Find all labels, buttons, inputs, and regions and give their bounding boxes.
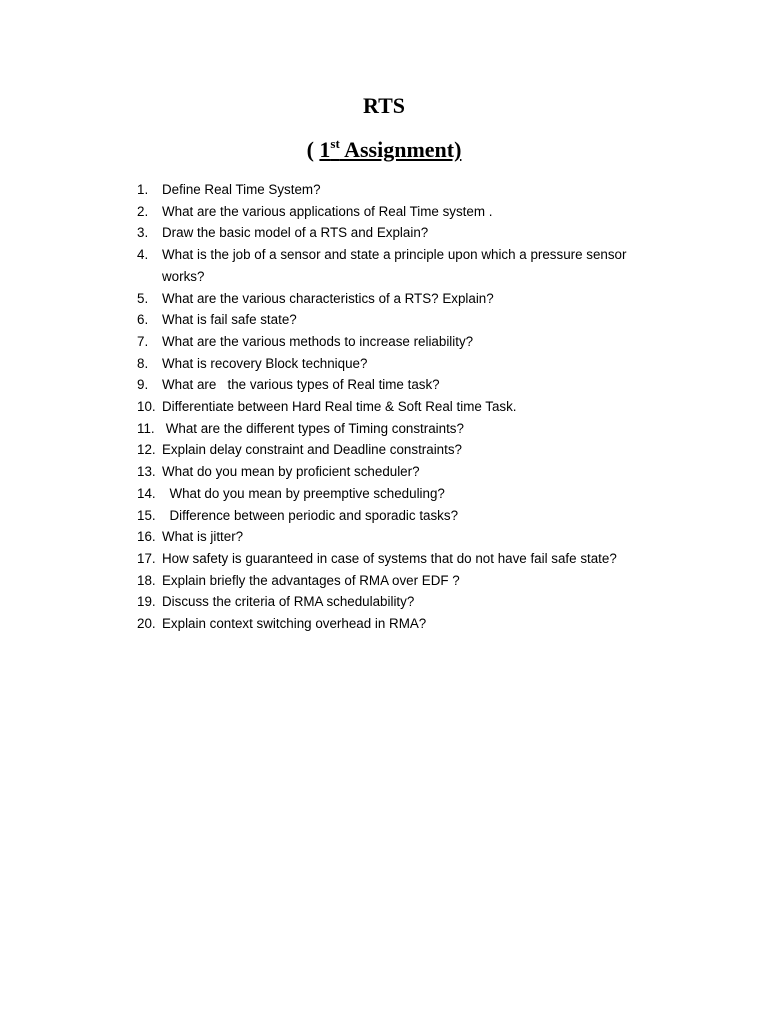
question-number: 2.	[137, 203, 149, 219]
question-item	[137, 201, 657, 223]
question-number: 7.	[137, 333, 149, 349]
question-item	[137, 526, 657, 548]
question-item	[137, 483, 657, 505]
question-text: Explain context switching overhead in RMA?	[162, 616, 427, 632]
question-number: 8.	[137, 355, 149, 371]
question-item	[137, 548, 657, 570]
question-number: 1.	[137, 182, 149, 197]
question-text: What is jitter?	[162, 529, 244, 545]
question-text: What are the various methods to increase reliability?	[162, 333, 474, 349]
question-number: 18.	[137, 572, 156, 588]
question-number: 13.	[137, 464, 156, 480]
question-list	[137, 179, 657, 635]
question-item	[137, 613, 657, 635]
question-text: Discuss the criteria of RMA schedulability?	[162, 594, 415, 610]
question-number: 19.	[137, 594, 156, 610]
question-item	[137, 461, 657, 483]
question-text: What is fail safe state?	[162, 312, 297, 328]
question-item	[137, 309, 657, 331]
question-text: What is the job of a sensor and state a principle upon which a pressure sensor works?	[162, 247, 631, 284]
question-text: What is recovery Block technique?	[162, 355, 368, 371]
question-item	[137, 396, 657, 418]
question-number: 17.	[137, 550, 156, 566]
question-item	[137, 222, 657, 244]
question-number: 10.	[137, 399, 156, 415]
question-item	[137, 439, 657, 461]
question-number: 12.	[137, 442, 156, 458]
question-number: 4.	[137, 247, 149, 263]
question-item	[137, 591, 657, 613]
question-text: What are the various applications of Real Time system .	[162, 203, 493, 219]
question-number: 16.	[137, 529, 156, 545]
question-number: 15.	[137, 507, 156, 523]
question-number: 3.	[137, 225, 149, 241]
question-text: Explain briefly the advantages of RMA over EDF ?	[162, 572, 460, 588]
question-item	[137, 331, 657, 353]
question-text: Difference between periodic and sporadic tasks?	[162, 507, 459, 523]
question-item	[137, 570, 657, 592]
subtitle-rest: Assignment)	[339, 137, 462, 162]
question-item	[137, 244, 657, 287]
question-number: 9.	[137, 377, 149, 393]
question-text: Define Real Time System?	[162, 182, 321, 197]
subtitle-number: 1	[319, 137, 331, 162]
subtitle-underlined	[319, 137, 461, 162]
question-item	[137, 353, 657, 375]
question-item	[137, 505, 657, 527]
question-number: 20.	[137, 616, 156, 632]
question-text: What are the various types of Real time task?	[162, 377, 440, 393]
question-item	[137, 374, 657, 396]
question-number: 11.	[137, 420, 155, 436]
document-subtitle	[0, 136, 768, 164]
subtitle-open-paren: (	[306, 137, 320, 162]
question-text: Explain delay constraint and Deadline constraints?	[162, 442, 462, 458]
question-number: 5.	[137, 290, 149, 306]
question-item	[137, 179, 657, 201]
question-text: What do you mean by proficient scheduler?	[162, 464, 420, 480]
question-text: What do you mean by preemptive scheduling?	[162, 485, 445, 501]
question-text: What are the different types of Timing constraints?	[162, 420, 464, 436]
question-number: 14.	[137, 485, 156, 501]
question-text: Differentiate between Hard Real time & Soft Real time Task.	[162, 399, 517, 415]
question-text: What are the various characteristics of a RTS? Explain?	[162, 290, 494, 306]
question-number: 6.	[137, 312, 149, 328]
question-item	[137, 288, 657, 310]
question-text: How safety is guaranteed in case of systems that do not have fail safe state?	[162, 550, 617, 566]
question-item	[137, 418, 657, 440]
document-title: RTS	[362, 93, 406, 118]
question-text: Draw the basic model of a RTS and Explain?	[162, 225, 429, 241]
subtitle-superscript: st	[330, 136, 340, 151]
